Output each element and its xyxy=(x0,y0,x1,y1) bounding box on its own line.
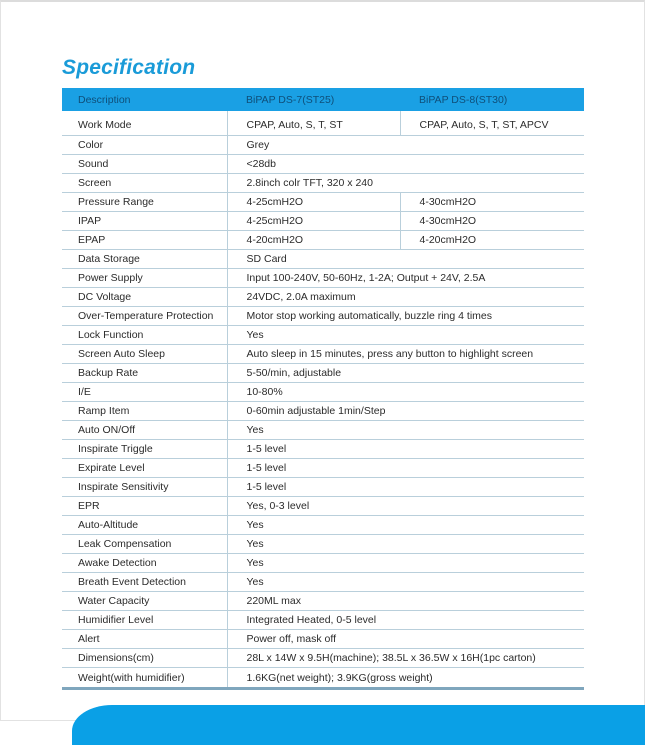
spec-label: Auto-Altitude xyxy=(62,516,227,535)
table-row xyxy=(62,668,584,689)
table-row xyxy=(62,383,584,402)
spec-value-shared: Integrated Heated, 0-5 level xyxy=(227,611,584,630)
table-row xyxy=(62,497,584,516)
table-row xyxy=(62,630,584,649)
spec-value-shared: Yes xyxy=(227,421,584,440)
table-header-row xyxy=(62,88,584,111)
spec-value-shared: 1-5 level xyxy=(227,459,584,478)
spec-value-shared: 24VDC, 2.0A maximum xyxy=(227,288,584,307)
table-row xyxy=(62,155,584,174)
table-row xyxy=(62,592,584,611)
table-row xyxy=(62,364,584,383)
spec-value-shared: 1-5 level xyxy=(227,478,584,497)
table-row xyxy=(62,193,584,212)
spec-value-shared: Yes xyxy=(227,516,584,535)
table-body xyxy=(62,111,584,689)
table-row xyxy=(62,459,584,478)
spec-value-shared: Yes, 0-3 level xyxy=(227,497,584,516)
spec-value-shared: Motor stop working automatically, buzzle ring 4 times xyxy=(227,307,584,326)
table-row xyxy=(62,345,584,364)
spec-value-shared: 220ML max xyxy=(227,592,584,611)
spec-label: Weight(with humidifier) xyxy=(62,668,227,689)
spec-label: Awake Detection xyxy=(62,554,227,573)
spec-value-shared: 2.8inch colr TFT, 320 x 240 xyxy=(227,174,584,193)
spec-label: IPAP xyxy=(62,212,227,231)
table-row xyxy=(62,307,584,326)
page-title: Specification xyxy=(62,56,196,79)
spec-label: Backup Rate xyxy=(62,364,227,383)
spec-value-ds8: CPAP, Auto, S, T, ST, APCV xyxy=(400,111,584,136)
table-row xyxy=(62,111,584,136)
spec-label: I/E xyxy=(62,383,227,402)
spec-label: Water Capacity xyxy=(62,592,227,611)
spec-value-shared: SD Card xyxy=(227,250,584,269)
spec-label: Expirate Level xyxy=(62,459,227,478)
spec-value-ds8: 4-20cmH2O xyxy=(400,231,584,250)
spec-value-shared: 10-80% xyxy=(227,383,584,402)
spec-label: Over-Temperature Protection xyxy=(62,307,227,326)
spec-value-ds7: 4-25cmH2O xyxy=(227,193,400,212)
spec-value-shared: 28L x 14W x 9.5H(machine); 38.5L x 36.5W x 16H(1pc carton) xyxy=(227,649,584,668)
table-row xyxy=(62,573,584,592)
spec-label: Alert xyxy=(62,630,227,649)
spec-label: Lock Function xyxy=(62,326,227,345)
header-model-ds8: BiPAP DS-8(ST30) xyxy=(400,88,584,111)
spec-label: Power Supply xyxy=(62,269,227,288)
table-row xyxy=(62,269,584,288)
spec-value-shared: 1.6KG(net weight); 3.9KG(gross weight) xyxy=(227,668,584,689)
spec-label: Inspirate Sensitivity xyxy=(62,478,227,497)
spec-value-ds7: 4-25cmH2O xyxy=(227,212,400,231)
header-model-ds7: BiPAP DS-7(ST25) xyxy=(227,88,400,111)
table-row xyxy=(62,535,584,554)
spec-value-shared: <28db xyxy=(227,155,584,174)
table-row xyxy=(62,231,584,250)
table-row xyxy=(62,554,584,573)
spec-label: Dimensions(cm) xyxy=(62,649,227,668)
spec-value-ds8: 4-30cmH2O xyxy=(400,212,584,231)
spec-label: Pressure Range xyxy=(62,193,227,212)
spec-label: Ramp Item xyxy=(62,402,227,421)
spec-label: Breath Event Detection xyxy=(62,573,227,592)
spec-value-shared: Yes xyxy=(227,326,584,345)
specification-table xyxy=(62,88,584,690)
table-row xyxy=(62,136,584,155)
spec-label: Work Mode xyxy=(62,111,227,136)
table-row xyxy=(62,440,584,459)
table-row xyxy=(62,288,584,307)
spec-label: EPAP xyxy=(62,231,227,250)
spec-label: Color xyxy=(62,136,227,155)
table-row xyxy=(62,478,584,497)
spec-label: Data Storage xyxy=(62,250,227,269)
spec-label: EPR xyxy=(62,497,227,516)
table-row xyxy=(62,212,584,231)
footer-banner xyxy=(72,705,645,745)
table-row xyxy=(62,421,584,440)
table-row xyxy=(62,611,584,630)
spec-value-shared: 5-50/min, adjustable xyxy=(227,364,584,383)
spec-value-shared: 1-5 level xyxy=(227,440,584,459)
spec-value-ds7: CPAP, Auto, S, T, ST xyxy=(227,111,400,136)
spec-value-shared: 0-60min adjustable 1min/Step xyxy=(227,402,584,421)
spec-label: Leak Compensation xyxy=(62,535,227,554)
spec-label: Screen xyxy=(62,174,227,193)
spec-value-shared: Grey xyxy=(227,136,584,155)
spec-label: Sound xyxy=(62,155,227,174)
spec-label: Inspirate Triggle xyxy=(62,440,227,459)
spec-label: DC Voltage xyxy=(62,288,227,307)
table-row xyxy=(62,250,584,269)
table-row xyxy=(62,649,584,668)
table-row xyxy=(62,326,584,345)
spec-label: Humidifier Level xyxy=(62,611,227,630)
table-row xyxy=(62,174,584,193)
spec-value-ds8: 4-30cmH2O xyxy=(400,193,584,212)
table-row xyxy=(62,402,584,421)
spec-value-shared: Yes xyxy=(227,535,584,554)
spec-value-shared: Power off, mask off xyxy=(227,630,584,649)
spec-value-shared: Auto sleep in 15 minutes, press any button to highlight screen xyxy=(227,345,584,364)
spec-value-ds7: 4-20cmH2O xyxy=(227,231,400,250)
table-row xyxy=(62,516,584,535)
spec-value-shared: Yes xyxy=(227,573,584,592)
spec-label: Auto ON/Off xyxy=(62,421,227,440)
spec-label: Screen Auto Sleep xyxy=(62,345,227,364)
spec-value-shared: Yes xyxy=(227,554,584,573)
spec-value-shared: Input 100-240V, 50-60Hz, 1-2A; Output + 24V, 2.5A xyxy=(227,269,584,288)
header-description: Description xyxy=(62,88,227,111)
